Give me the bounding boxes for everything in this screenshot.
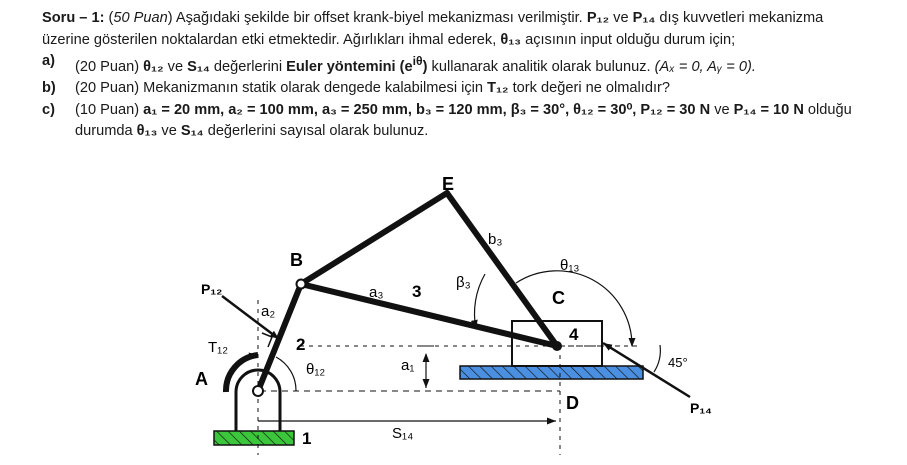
item-b-text-1: Mekanizmanın statik olarak dengede kalabilmesi için [143, 80, 484, 97]
label-p12: P₁₂ [201, 281, 223, 297]
item-a-ve: ve [167, 58, 184, 75]
item-c-p14: P₁₄ = 10 N [733, 101, 804, 118]
intro-ve: ve [613, 10, 629, 26]
item-a-condition: (Aₓ = 0, Aᵧ = 0). [654, 58, 756, 75]
item-a-method: Euler yöntemini (e [286, 58, 413, 75]
label-theta12: θ₁₂ [306, 361, 326, 378]
label-link-1: 1 [302, 429, 312, 448]
item-a-text-1: değerlerini [213, 58, 283, 75]
item-b-torque: T₁₂ [487, 80, 509, 97]
item-a-points: (20 Puan) [75, 58, 140, 75]
slider-track-hatch [460, 366, 643, 379]
label-link-4: 4 [569, 325, 579, 344]
label-link-3: 3 [412, 282, 422, 301]
question-title: Soru – 1: [42, 10, 105, 26]
intro-theta13: θ₁₃ [500, 31, 522, 48]
angle-45-arc [654, 345, 660, 372]
label-theta13: θ₁₃ [560, 257, 580, 274]
item-c-s14: S₁₄ [180, 123, 204, 140]
problem-intro: Soru – 1: (50 Puan) Aşağıdaki şekilde bir offset krank-biyel mekanizması verilmiştir. P₁₂ ve P₁₄ dış kuvvetleri mekanizma üzerine gösterilen noktalardan etki etmektedir. Ağırlıkları ihmal ederek, θ₁₃ açısının input olduğu durum için; [42, 10, 824, 48]
crank-link-2 [258, 284, 301, 391]
intro-sentence-1: Aşağıdaki şekilde bir offset krank-biyel mekanizması verilmiştir. [175, 10, 583, 26]
label-p14: P₁₄ [690, 400, 712, 416]
item-a-method-end: ) [422, 58, 428, 75]
ground-link-1 [214, 431, 294, 445]
item-c-points: (10 Puan) [75, 101, 140, 118]
label-beta3: β₃ [456, 274, 471, 291]
item-a-label: a) [42, 53, 55, 69]
joint-a [253, 386, 263, 396]
intro-p14: P₁₄ [632, 10, 656, 26]
item-b-points: (20 Puan) [75, 80, 140, 97]
item-a-s14: S₁₄ [187, 58, 210, 75]
label-a3: a₃ [369, 284, 384, 301]
question-points: 50 Puan [113, 10, 168, 26]
item-c-text-2: değerlerini sayısal olarak bulunuz. [207, 123, 429, 140]
item-c-given: a₁ = 20 mm, a₂ = 100 mm, a₃ = 250 mm, b₃ = 120 mm, β₃ = 30°, θ₁₂ = 30⁰, P₁₂ = 30 N [143, 101, 711, 118]
beta3-arc [475, 274, 485, 329]
intro-p12: P₁₂ [586, 10, 610, 26]
item-c-label: c) [42, 101, 55, 118]
item-a-sup: iθ [412, 54, 423, 68]
label-t12: T₁₂ [208, 339, 229, 356]
label-d: D [566, 393, 579, 413]
item-b-label: b) [42, 80, 56, 97]
slider-track [460, 366, 643, 379]
label-a1: a₁ [401, 357, 415, 374]
item-a-text-2: kullanarak analitik olarak bulunuz. [431, 58, 651, 75]
item-c-ve: ve [714, 101, 730, 118]
label-link-2: 2 [296, 335, 306, 354]
intro-sentence-3: açısının input olduğu durum için; [525, 31, 736, 48]
label-a: A [195, 369, 208, 389]
item-c-theta13: θ₁₃ [136, 123, 158, 140]
label-b: B [290, 250, 303, 270]
ground-hatch [214, 431, 294, 445]
label-s14: S₁₄ [392, 425, 414, 442]
joint-b [297, 280, 306, 289]
item-c-text-1: olduğu durumda [75, 101, 852, 140]
label-c: C [552, 288, 565, 308]
label-b3: b₃ [488, 231, 503, 248]
joint-c [552, 341, 562, 351]
label-a2: a₂ [261, 303, 276, 320]
coupler-edge-be [301, 193, 447, 284]
t12-torque-arc [226, 355, 258, 392]
item-c-ve-2: ve [161, 123, 177, 140]
item-a-theta12: θ₁₂ [143, 58, 164, 75]
label-e: E [442, 174, 455, 194]
item-b-text-2: tork değeri ne olmalıdır? [512, 80, 670, 97]
label-45: 45° [668, 355, 688, 370]
intro-sentence-2: dış kuvvetleri mekanizma üzerine gösterilen noktalardan etki etmektedir. Ağırlıkları ihmal ederek, [42, 10, 824, 48]
right-angle-marker [262, 333, 272, 347]
